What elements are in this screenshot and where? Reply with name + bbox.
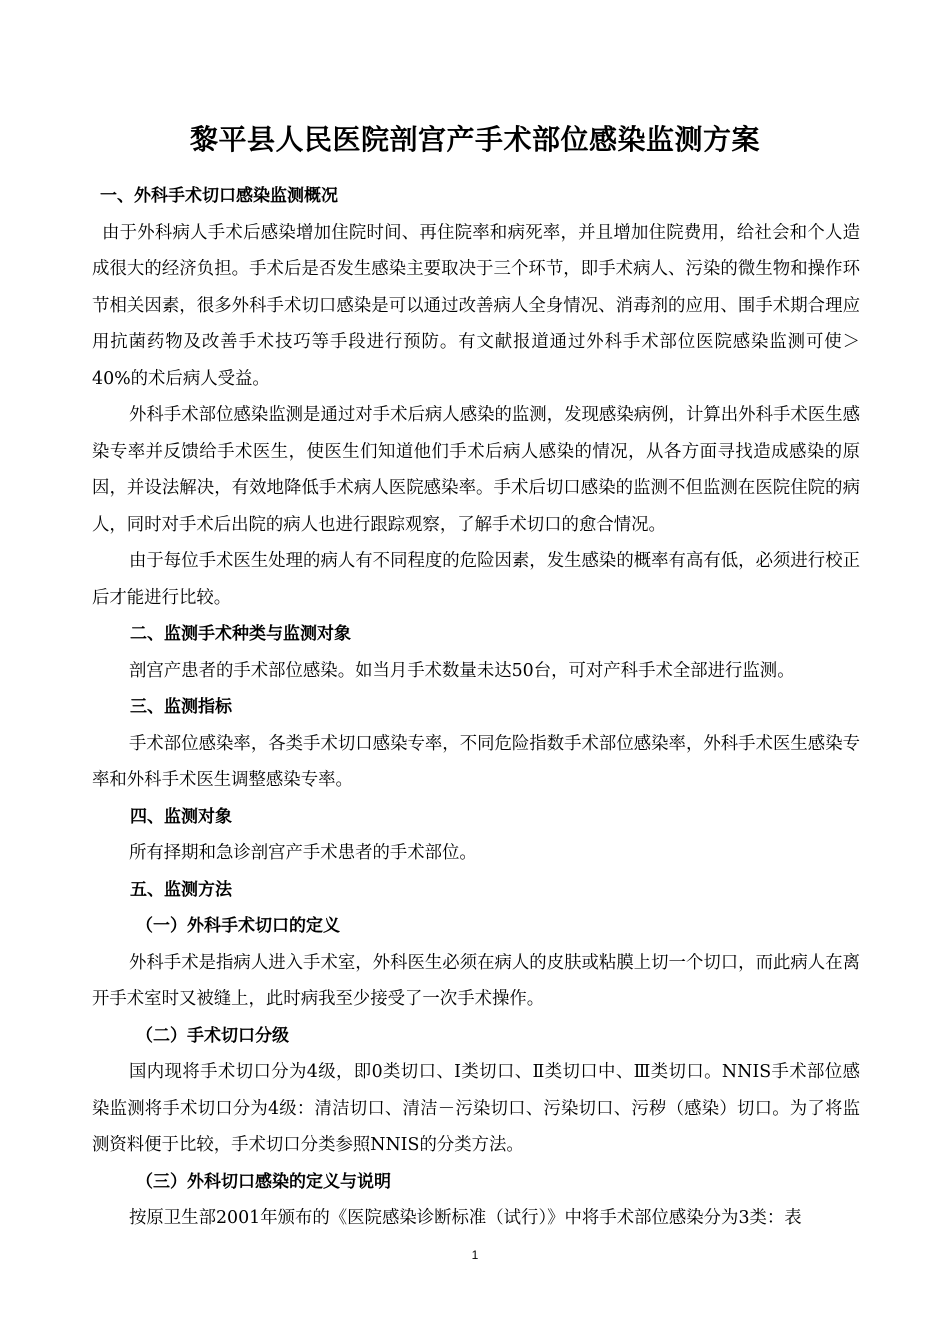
section-3-heading: 三、监测指标 [130, 697, 232, 717]
section-2-heading: 二、监测手术种类与监测对象 [130, 624, 351, 644]
section-3-paragraph-1: 手术部位感染率，各类手术切口感染专率，不同危险指数手术部位感染率，外科手术医生感染专率和外科手术医生调整感染专率。 [92, 733, 860, 790]
section-5-1-heading: （一）外科手术切口的定义 [136, 916, 340, 936]
section-1-heading: 一、外科手术切口感染监测概况 [100, 186, 338, 206]
section-2-paragraph-1: 剖宫产患者的手术部位感染。如当月手术数量未达50台，可对产科手术全部进行监测。 [129, 660, 795, 681]
section-5-1-paragraph-1: 外科手术是指病人进入手术室，外科医生必须在病人的皮肤或粘膜上切一个切口，而此病人在离开手术室时又被缝上，此时病我至少接受了一次手术操作。 [92, 952, 860, 1009]
section-5-3-heading: （三）外科切口感染的定义与说明 [136, 1171, 391, 1192]
section-1-paragraph-1: 由于外科病人手术后感染增加住院时间、再住院率和病死率，并且增加住院费用，给社会和个人造成很大的经济负担。手术后是否发生感染主要取决于三个环节，即手术病人、污染的微生物和操作环节相关因素，很多外科手术切口感染是可以通过改善病人全身情况、消毒剂的应用、围手术期合理应用抗菌药物及改善手术技巧等手段进行预防。有文献报道通过外科手术部位医院感染监测可使＞40%的术后病人受益。 [92, 222, 860, 389]
section-1-paragraph-3: 由于每位手术医生处理的病人有不同程度的危险因素，发生感染的概率有高有低，必须进行校正后才能进行比较。 [92, 551, 860, 608]
section-4-paragraph-1: 所有择期和急诊剖宫产手术患者的手术部位。 [129, 843, 477, 863]
document-body [92, 178, 860, 1237]
section-5-3-paragraph-1: 按原卫生部2001年颁布的《医院感染诊断标准（试行）》中将手术部位感染分为3类：表 [129, 1208, 802, 1228]
section-5-2-paragraph-1: 国内现将手术切口分为4级，即0类切口、Ⅰ类切口、Ⅱ类切口中、Ⅲ类切口。NNIS手术部位感染监测将手术切口分为4级：清洁切口、清洁－污染切口、污染切口、污秽（感染）切口。为了将监测资料便于比较，手术切口分类参照NNIS的分类方法。 [92, 1062, 860, 1155]
section-5-heading: 五、监测方法 [130, 879, 232, 900]
section-1-paragraph-2: 外科手术部位感染监测是通过对手术后病人感染的监测，发现感染病例，计算出外科手术医生感染专率并反馈给手术医生，使医生们知道他们手术后病人感染的情况，从各方面寻找造成感染的原因，并设法解决，有效地降低手术病人医院感染率。手术后切口感染的监测不但监测在医院住院的病人，同时对手术后出院的病人也进行跟踪观察，了解手术切口的愈合情况。 [92, 405, 860, 535]
document-title: 黎平县人民医院剖宫产手术部位感染监测方案 [189, 123, 760, 156]
section-5-2-heading: （二）手术切口分级 [136, 1025, 289, 1046]
section-4-heading: 四、监测对象 [130, 806, 232, 827]
page-number: 1 [471, 1248, 479, 1262]
